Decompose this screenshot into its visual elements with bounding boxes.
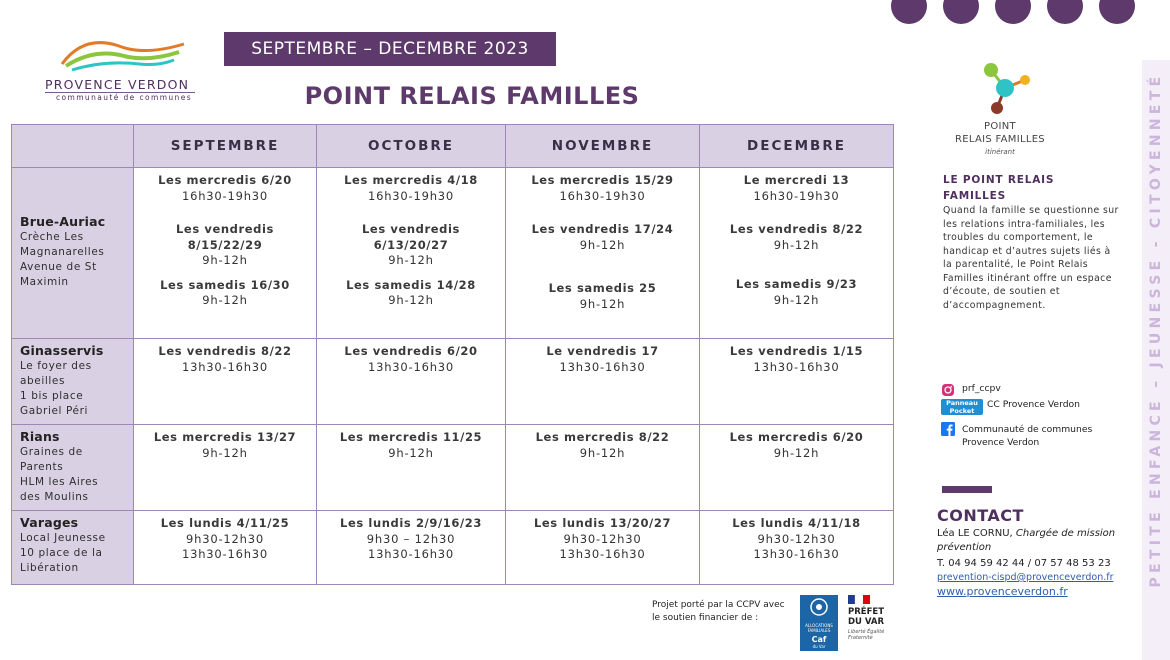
day-label: Les samedis 9/23 bbox=[735, 277, 858, 291]
caf-label bbox=[800, 635, 838, 649]
schedule-cell bbox=[317, 168, 506, 339]
instagram-icon bbox=[941, 383, 955, 397]
facebook-label: Communauté de communes Provence Verdon bbox=[962, 424, 1093, 448]
time-label: 13h30-16h30 bbox=[559, 359, 646, 374]
prefet-label: PRÉFET DU VAR bbox=[848, 607, 885, 627]
day-label: Les vendredis 1/15 bbox=[729, 344, 864, 358]
location-detail: Crèche Les bbox=[20, 231, 84, 243]
instagram-link[interactable] bbox=[941, 383, 1001, 397]
time-label: 13h30-16h30 bbox=[753, 359, 840, 374]
time-label: 9h-12h bbox=[773, 445, 820, 460]
location-detail: Local Jeunesse bbox=[20, 532, 106, 544]
time-label: 9h-12h bbox=[202, 445, 248, 460]
day-label: Les lundis 4/11/18 bbox=[732, 516, 861, 530]
org-name: PROVENCE VERDON bbox=[45, 77, 190, 92]
location-name: Brue-Auriac bbox=[20, 214, 106, 229]
time-label: 16h30-19h30 bbox=[367, 188, 455, 203]
about-title: LE POINT RELAIS FAMILLES bbox=[943, 174, 1055, 202]
time-label: 9h-12h bbox=[579, 296, 626, 311]
date-banner: SEPTEMBRE – DECEMBRE 2023 bbox=[224, 32, 556, 66]
location-cell bbox=[12, 425, 134, 511]
time-label: 13h30-16h30 bbox=[181, 547, 269, 561]
day-label: Les mercredis 4/18 bbox=[344, 173, 478, 187]
schedule-cell bbox=[317, 511, 506, 585]
location-cell bbox=[12, 339, 134, 425]
instagram-handle: prf_ccpv bbox=[962, 383, 1001, 394]
panneau-pocket-icon: Panneau Pocket bbox=[941, 399, 983, 415]
location-detail: Gabriel Péri bbox=[20, 405, 89, 417]
time-label: 13h30-16h30 bbox=[559, 547, 646, 561]
time-label: 9h-12h bbox=[202, 253, 248, 267]
time-label: 9h30-12h30 bbox=[563, 531, 642, 546]
day-label: Les mercredis 6/20 bbox=[729, 430, 864, 444]
location-detail: abeilles bbox=[20, 375, 66, 387]
schedule-table bbox=[11, 124, 894, 585]
location-cell bbox=[12, 511, 134, 585]
french-flag-icon bbox=[848, 595, 870, 604]
prefet-motto: Liberté Égalité Fraternité bbox=[848, 629, 885, 641]
month-header: NOVEMBRE bbox=[506, 125, 700, 168]
time-label: 13h30-16h30 bbox=[753, 547, 840, 561]
day-label: Les samedis 16/30 bbox=[160, 277, 290, 292]
day-label: Les mercredis 11/25 bbox=[339, 430, 483, 444]
schedule-cell bbox=[134, 511, 317, 585]
time-label: 9h30-12h30 bbox=[186, 531, 264, 546]
contact-person bbox=[937, 527, 1127, 555]
prf-logo-line: POINT bbox=[984, 121, 1016, 132]
day-label: Les mercredis 8/22 bbox=[535, 430, 670, 444]
prf-logo-text bbox=[930, 120, 1070, 146]
day-label: Les vendredis 17/24 bbox=[531, 222, 674, 236]
decorative-dot bbox=[995, 0, 1031, 24]
schedule-cell bbox=[700, 339, 894, 425]
location-name: Ginasservis bbox=[20, 343, 104, 358]
day-label: Les lundis 2/9/16/23 bbox=[340, 516, 482, 530]
decorative-dot bbox=[1099, 0, 1135, 24]
schedule-cell bbox=[506, 511, 700, 585]
month-header: SEPTEMBRE bbox=[134, 125, 317, 168]
panneau-pocket-link[interactable] bbox=[941, 399, 1080, 415]
day-label: Les vendredis 8/22 bbox=[729, 222, 864, 236]
day-label: Les vendredis bbox=[362, 222, 460, 236]
table-corner bbox=[12, 125, 134, 168]
caf-sub: du Var bbox=[812, 644, 826, 649]
day-label: Les samedis 14/28 bbox=[346, 277, 476, 292]
schedule-cell bbox=[134, 168, 317, 339]
funding-label: Projet porté par la CCPV avec le soutien financier de : bbox=[652, 600, 785, 623]
day-label: Le mercredi 13 bbox=[743, 173, 850, 187]
about-text: Quand la famille se questionne sur les relations intra-familiales, les troubles du comportement, le handicap et d’autres sujets liés à la parentalité, le Point Relais Familles itinérant offre un espace d’écoute, de soutien et d’accompagnement. bbox=[943, 205, 1119, 311]
facebook-link[interactable] bbox=[941, 424, 1111, 449]
day-label: Les lundis 13/20/27 bbox=[533, 516, 672, 530]
schedule-cell bbox=[134, 339, 317, 425]
day-label: Les mercredis 15/29 bbox=[531, 173, 674, 187]
location-detail: Parents bbox=[20, 461, 64, 473]
month-header: DECEMBRE bbox=[700, 125, 894, 168]
time-label: 9h-12h bbox=[579, 445, 626, 460]
facebook-icon bbox=[941, 422, 955, 436]
caf-small-label: ALLOCATIONS FAMILIALES bbox=[805, 623, 833, 633]
contact-phone: T. 04 94 59 42 44 / 07 57 48 53 23 bbox=[937, 558, 1111, 569]
schedule-cell bbox=[317, 339, 506, 425]
decorative-dot bbox=[1047, 0, 1083, 24]
point-relais-familles-logo bbox=[975, 58, 1035, 120]
time-label: 9h-12h bbox=[388, 293, 434, 307]
day-label: Les lundis 4/11/25 bbox=[160, 516, 290, 530]
location-detail: Maximin bbox=[20, 276, 69, 288]
caf-name: Caf bbox=[811, 635, 827, 644]
time-label: 9h-12h bbox=[773, 237, 820, 252]
vertical-tagline: PETITE ENFANCE – JEUNESSE - CITOYENNETÉ bbox=[1148, 72, 1164, 588]
decorative-dot bbox=[943, 0, 979, 24]
month-header: OCTOBRE bbox=[317, 125, 506, 168]
day-label: Les mercredis 13/27 bbox=[153, 430, 297, 444]
schedule-cell bbox=[700, 168, 894, 339]
table-row bbox=[12, 425, 894, 511]
schedule-cell bbox=[506, 339, 700, 425]
funding-text bbox=[652, 599, 792, 625]
caf-emblem-icon bbox=[800, 595, 838, 621]
day-label: 6/13/20/27 bbox=[373, 237, 449, 252]
prf-logo-subtitle: itinérant bbox=[985, 148, 1015, 156]
schedule-cell bbox=[700, 425, 894, 511]
time-label: 9h-12h bbox=[388, 445, 434, 460]
website-link[interactable]: www.provenceverdon.fr bbox=[937, 585, 1068, 598]
location-detail: Libération bbox=[20, 562, 79, 574]
location-detail: HLM les Aires bbox=[20, 476, 99, 488]
schedule-cell bbox=[506, 168, 700, 339]
time-label: 9h-12h bbox=[773, 292, 820, 307]
schedule-cell bbox=[700, 511, 894, 585]
location-name: Varages bbox=[20, 515, 79, 530]
prf-logo-line: RELAIS FAMILLES bbox=[955, 134, 1045, 145]
contact-title: CONTACT bbox=[937, 506, 1024, 525]
day-label: Le vendredis 17 bbox=[546, 344, 659, 358]
table-row bbox=[12, 339, 894, 425]
panneau-pocket-label: CC Provence Verdon bbox=[987, 399, 1080, 410]
org-tagline: communauté de communes bbox=[56, 93, 193, 102]
location-detail: Magnanarelles bbox=[20, 246, 105, 258]
time-label: 13h30-16h30 bbox=[367, 547, 455, 561]
schedule-cell bbox=[506, 425, 700, 511]
location-detail: 1 bis place bbox=[20, 390, 84, 402]
contact-divider bbox=[942, 486, 992, 493]
time-label: 9h-12h bbox=[202, 293, 248, 307]
day-label: 8/15/22/29 bbox=[187, 237, 263, 252]
time-label: 13h30-16h30 bbox=[181, 359, 269, 374]
location-detail: des Moulins bbox=[20, 491, 89, 503]
table-row bbox=[12, 511, 894, 585]
time-label: 13h30-16h30 bbox=[367, 359, 455, 374]
page-title: POINT RELAIS FAMILLES bbox=[304, 82, 640, 110]
time-label: 16h30-19h30 bbox=[559, 188, 646, 203]
contact-name: Léa LE CORNU, bbox=[937, 528, 1013, 539]
caf-logo bbox=[800, 595, 838, 651]
day-label: Les vendredis bbox=[176, 222, 274, 236]
time-label: 9h-12h bbox=[388, 253, 434, 267]
time-label: 16h30-19h30 bbox=[181, 188, 269, 203]
table-header-row bbox=[12, 125, 894, 168]
location-name: Rians bbox=[20, 429, 60, 444]
schedule-cell bbox=[134, 425, 317, 511]
location-detail: Avenue de St bbox=[20, 261, 97, 273]
prefet-logo bbox=[848, 595, 888, 641]
location-detail: Le foyer des bbox=[20, 360, 92, 372]
day-label: Les vendredis 6/20 bbox=[344, 344, 478, 358]
day-label: Les vendredis 8/22 bbox=[158, 344, 292, 358]
day-label: Les samedis 25 bbox=[548, 281, 657, 295]
time-label: 16h30-19h30 bbox=[753, 188, 840, 203]
location-cell bbox=[12, 168, 134, 339]
contact-role: Chargée de mission prévention bbox=[937, 528, 1116, 553]
table-row bbox=[12, 168, 894, 339]
schedule-cell bbox=[317, 425, 506, 511]
contact-email-link[interactable]: prevention-cispd@provenceverdon.fr bbox=[937, 572, 1114, 583]
location-detail: 10 place de la bbox=[20, 547, 103, 559]
time-label: 9h30 – 12h30 bbox=[366, 531, 456, 546]
time-label: 9h30-12h30 bbox=[757, 531, 836, 546]
time-label: 9h-12h bbox=[579, 237, 626, 252]
decorative-dot bbox=[891, 0, 927, 24]
location-detail: Graines de bbox=[20, 446, 83, 458]
day-label: Les mercredis 6/20 bbox=[158, 173, 292, 187]
